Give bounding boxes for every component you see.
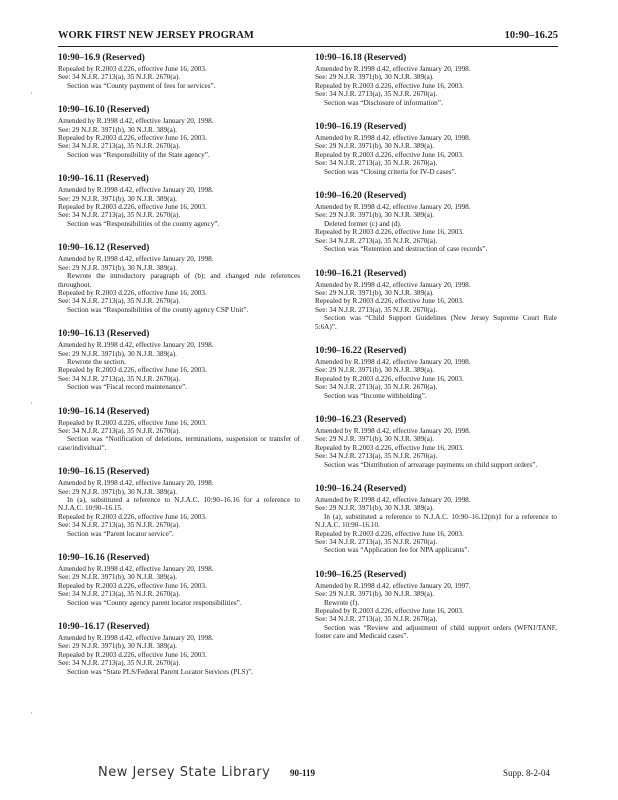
history-note: See: 29 N.J.R. 3971(b), 30 N.J.R. 389(a).	[315, 435, 434, 444]
section-heading: 10:90–16.20 (Reserved)	[315, 190, 407, 201]
supplement-date: Supp. 8-2-04	[503, 768, 550, 778]
history-note: Section was “Responsibilities of the county agency”.	[67, 219, 220, 228]
history-note: See: 34 N.J.R. 2713(a), 35 N.J.R. 2670(a).	[315, 236, 438, 245]
history-note: Repealed by R.2003 d.226, effective June 16, 2003.	[315, 529, 464, 538]
page-number: 90-119	[290, 768, 316, 778]
history-note: In (a), substituted a reference to N.J.A.C. 10:90–16.12(m)1 for a reference to N.J.A.C. 10:90–16.10.	[315, 512, 557, 530]
history-note: Rewrote the introductory paragraph of (b); and changed rule references throughout.	[58, 272, 300, 289]
history-note: Repealed by R.2003 d.226, effective June 16, 2003.	[315, 297, 464, 306]
history-note: See: 34 N.J.R. 2713(a), 35 N.J.R. 2670(a).	[315, 383, 438, 392]
rule-section	[58, 328, 300, 391]
history-note: Amended by R.1998 d.42, effective January 20, 1998.	[58, 479, 214, 488]
history-note: See: 34 N.J.R. 2713(a), 35 N.J.R. 2670(a).	[58, 374, 181, 383]
history-note: See: 29 N.J.R. 3971(b), 30 N.J.R. 389(a).	[58, 573, 177, 582]
history-note: Section was “County payment of fees for services”.	[67, 81, 216, 90]
history-note: See: 34 N.J.R. 2713(a), 35 N.J.R. 2670(a).	[315, 452, 438, 461]
section-heading: 10:90–16.17 (Reserved)	[58, 621, 150, 632]
history-note: Section was “Retention and destruction of case records”.	[324, 245, 488, 254]
history-note: See: 34 N.J.R. 2713(a), 35 N.J.R. 2670(a).	[58, 142, 181, 151]
history-note: Amended by R.1998 d.42, effective January 20, 1998.	[58, 117, 214, 126]
history-note: Section was “Notification of deletions, terminations, suspension or transfer of case/individual”.	[58, 435, 300, 452]
rule-section	[315, 190, 557, 253]
history-note: Repealed by R.2003 d.226, effective June 16, 2003.	[58, 366, 207, 375]
history-note: Amended by R.1998 d.42, effective January 20, 1998.	[58, 255, 214, 264]
history-note: See: 29 N.J.R. 3971(b), 30 N.J.R. 389(a).	[315, 211, 434, 220]
rule-section	[58, 466, 300, 538]
section-heading: 10:90–16.14 (Reserved)	[58, 405, 150, 416]
history-note: Section was “Responsibilities of the county agency CSP Unit”.	[67, 305, 249, 314]
history-note: Section was “Closing criteria for IV-D cases”.	[324, 167, 457, 176]
rule-section	[58, 104, 300, 159]
left-column	[58, 52, 300, 690]
history-note: See: 34 N.J.R. 2713(a), 35 N.J.R. 2670(a).	[315, 538, 438, 547]
rule-section	[315, 268, 557, 331]
rule-section	[315, 569, 557, 641]
history-note: See: 34 N.J.R. 2713(a), 35 N.J.R. 2670(a).	[315, 615, 438, 624]
history-note: See: 34 N.J.R. 2713(a), 35 N.J.R. 2670(a).	[315, 90, 438, 99]
history-note: See: 29 N.J.R. 3971(b), 30 N.J.R. 389(a).	[315, 504, 434, 513]
section-heading: 10:90–16.22 (Reserved)	[315, 344, 407, 355]
history-note: Section was “County agency parent locator responsibilities”.	[67, 598, 242, 607]
history-note: Section was “Income withholding”.	[324, 391, 427, 400]
section-heading: 10:90–16.16 (Reserved)	[58, 552, 150, 563]
margin-mark: ·	[30, 88, 33, 98]
rule-section	[58, 621, 300, 676]
rule-section	[58, 406, 300, 453]
history-note: Repealed by R.2003 d.226, effective June 16, 2003.	[58, 203, 207, 212]
history-note: In (a), substituted a reference to N.J.A.C. 10:90–16.16 for a reference to N.J.A.C. 10:90–16.15.	[58, 496, 300, 513]
history-note: Section was “State PLS/Federal Parent Locator Services (PLS)”.	[67, 667, 254, 676]
section-heading: 10:90–16.11 (Reserved)	[58, 173, 149, 184]
history-note: Repealed by R.2003 d.226, effective June 16, 2003.	[58, 581, 207, 590]
history-note: See: 34 N.J.R. 2713(a), 35 N.J.R. 2670(a).	[315, 159, 438, 168]
history-note: Section was “Disclosure of information”.	[324, 98, 443, 107]
history-note: Repealed by R.2003 d.226, effective June 16, 2003.	[315, 228, 464, 237]
history-note: See: 29 N.J.R. 3971(b), 30 N.J.R. 389(a).	[315, 142, 434, 151]
section-heading: 10:90–16.9 (Reserved)	[58, 52, 145, 62]
rule-section	[315, 345, 557, 400]
rule-section	[315, 483, 557, 555]
margin-mark: ·	[30, 708, 33, 718]
history-note: Amended by R.1998 d.42, effective January 20, 1998.	[58, 186, 214, 195]
history-note: See: 34 N.J.R. 2713(a), 35 N.J.R. 2670(a).	[58, 211, 181, 220]
history-note: Amended by R.1998 d.42, effective January 20, 1998.	[58, 634, 214, 643]
section-heading: 10:90–16.24 (Reserved)	[315, 483, 407, 493]
history-note: See: 29 N.J.R. 3971(b), 30 N.J.R. 389(a).	[58, 263, 177, 272]
history-note: Amended by R.1998 d.42, effective January 20, 1998.	[315, 65, 471, 73]
library-stamp: New Jersey State Library	[98, 765, 271, 780]
right-column	[315, 52, 557, 655]
section-heading: 10:90–16.21 (Reserved)	[315, 267, 407, 278]
history-note: See: 34 N.J.R. 2713(a), 35 N.J.R. 2670(a).	[58, 590, 181, 599]
history-note: See: 29 N.J.R. 3971(b), 30 N.J.R. 389(a).	[58, 194, 177, 203]
history-note: Rewrote (f).	[324, 598, 360, 607]
history-note: Repealed by R.2003 d.226, effective June 16, 2003.	[58, 512, 207, 521]
history-note: Repealed by R.2003 d.226, effective June 16, 2003.	[58, 288, 207, 297]
rule-section	[58, 52, 300, 90]
rule-section	[58, 242, 300, 314]
history-note: Section was “Application fee for NPA applicants”.	[324, 546, 470, 555]
rule-section	[58, 173, 300, 228]
history-note: Amended by R.1998 d.42, effective January 20, 1998.	[315, 426, 471, 435]
history-note: See: 29 N.J.R. 3971(b), 30 N.J.R. 389(a).	[315, 73, 434, 82]
rule-section	[315, 121, 557, 176]
section-heading: 10:90–16.23 (Reserved)	[315, 413, 407, 424]
history-note: Amended by R.1998 d.42, effective January 20, 1998.	[315, 496, 471, 504]
rule-section	[315, 414, 557, 469]
history-note: Deleted former (c) and (d).	[324, 219, 402, 228]
history-note: Repealed by R.2003 d.226, effective June 16, 2003.	[58, 650, 207, 659]
history-note: See: 29 N.J.R. 3971(b), 30 N.J.R. 389(a).	[315, 366, 434, 375]
section-heading: 10:90–16.10 (Reserved)	[58, 104, 150, 115]
history-note: Section was “Parent locator service”.	[67, 529, 174, 538]
history-note: See: 34 N.J.R. 2713(a), 35 N.J.R. 2670(a).	[58, 73, 181, 82]
history-note: See: 29 N.J.R. 3971(b), 30 N.J.R. 389(a).	[315, 288, 434, 297]
history-note: Repealed by R.2003 d.226, effective June 16, 2003.	[315, 374, 464, 383]
section-heading: 10:90–16.19 (Reserved)	[315, 121, 407, 132]
history-note: See: 29 N.J.R. 3971(b), 30 N.J.R. 389(a).	[58, 642, 177, 651]
history-note: See: 34 N.J.R. 2713(a), 35 N.J.R. 2670(a).	[58, 659, 181, 668]
history-note: Amended by R.1998 d.42, effective January 20, 1997.	[315, 581, 471, 590]
history-note: Section was “Responsibility of the State agency”.	[67, 150, 210, 159]
header-section-range: 10:90–16.25	[504, 30, 558, 41]
history-note: See: 29 N.J.R. 3971(b), 30 N.J.R. 389(a).	[58, 487, 177, 496]
running-header	[58, 30, 558, 44]
history-note: See: 29 N.J.R. 3971(b), 30 N.J.R. 389(a).	[315, 590, 434, 599]
history-note: Amended by R.1998 d.42, effective January 20, 1998.	[315, 203, 471, 212]
section-heading: 10:90–16.25 (Reserved)	[315, 568, 407, 579]
history-note: Repealed by R.2003 d.226, effective June 16, 2003.	[58, 418, 207, 427]
history-note: Repealed by R.2003 d.226, effective June 16, 2003.	[315, 607, 464, 616]
header-title: WORK FIRST NEW JERSEY PROGRAM	[58, 30, 254, 41]
history-note: Repealed by R.2003 d.226, effective June 16, 2003.	[58, 65, 207, 73]
section-heading: 10:90–16.15 (Reserved)	[58, 466, 150, 477]
margin-mark: ·	[30, 398, 33, 408]
history-note: Section was “Distribution of arrearage payments on child support orders”.	[324, 460, 538, 469]
history-note: Section was “Review and adjustment of child support orders (WFNJ/TANF, foster care and Medicaid cases”.	[315, 623, 557, 641]
history-note: See: 34 N.J.R. 2713(a), 35 N.J.R. 2670(a).	[58, 521, 181, 530]
history-note: See: 29 N.J.R. 3971(b), 30 N.J.R. 389(a).	[58, 349, 177, 358]
section-heading: 10:90–16.18 (Reserved)	[315, 52, 407, 62]
history-note: Repealed by R.2003 d.226, effective June 16, 2003.	[315, 443, 464, 452]
history-note: Repealed by R.2003 d.226, effective June 16, 2003.	[315, 81, 464, 90]
history-note: Repealed by R.2003 d.226, effective June 16, 2003.	[58, 134, 207, 143]
history-note: See: 34 N.J.R. 2713(a), 35 N.J.R. 2670(a).	[315, 305, 438, 314]
history-note: See: 34 N.J.R. 2713(a), 35 N.J.R. 2670(a).	[58, 297, 181, 306]
history-note: Amended by R.1998 d.42, effective January 20, 1998.	[58, 341, 214, 350]
history-note: Section was “Child Support Guidelines (New Jersey Supreme Court Rule 5:6A)”.	[315, 314, 557, 331]
history-note: Amended by R.1998 d.42, effective January 20, 1998.	[315, 134, 471, 143]
history-note: Rewrote the section.	[67, 357, 126, 366]
rule-section	[58, 552, 300, 607]
history-note: Repealed by R.2003 d.226, effective June 16, 2003.	[315, 150, 464, 159]
history-note: Amended by R.1998 d.42, effective January 20, 1998.	[315, 357, 471, 366]
history-note: Amended by R.1998 d.42, effective January 20, 1998.	[58, 565, 214, 574]
section-heading: 10:90–16.13 (Reserved)	[58, 328, 150, 339]
history-note: See: 29 N.J.R. 3971(b), 30 N.J.R. 389(a).	[58, 125, 177, 134]
section-heading: 10:90–16.12 (Reserved)	[58, 242, 150, 253]
header-rule	[58, 46, 558, 47]
history-note: Amended by R.1998 d.42, effective January 20, 1998.	[315, 280, 471, 289]
rule-section	[315, 52, 557, 107]
history-note: Section was “Fiscal record maintenance”.	[67, 383, 187, 392]
history-note: See: 34 N.J.R. 2713(a), 35 N.J.R. 2670(a).	[58, 426, 181, 435]
